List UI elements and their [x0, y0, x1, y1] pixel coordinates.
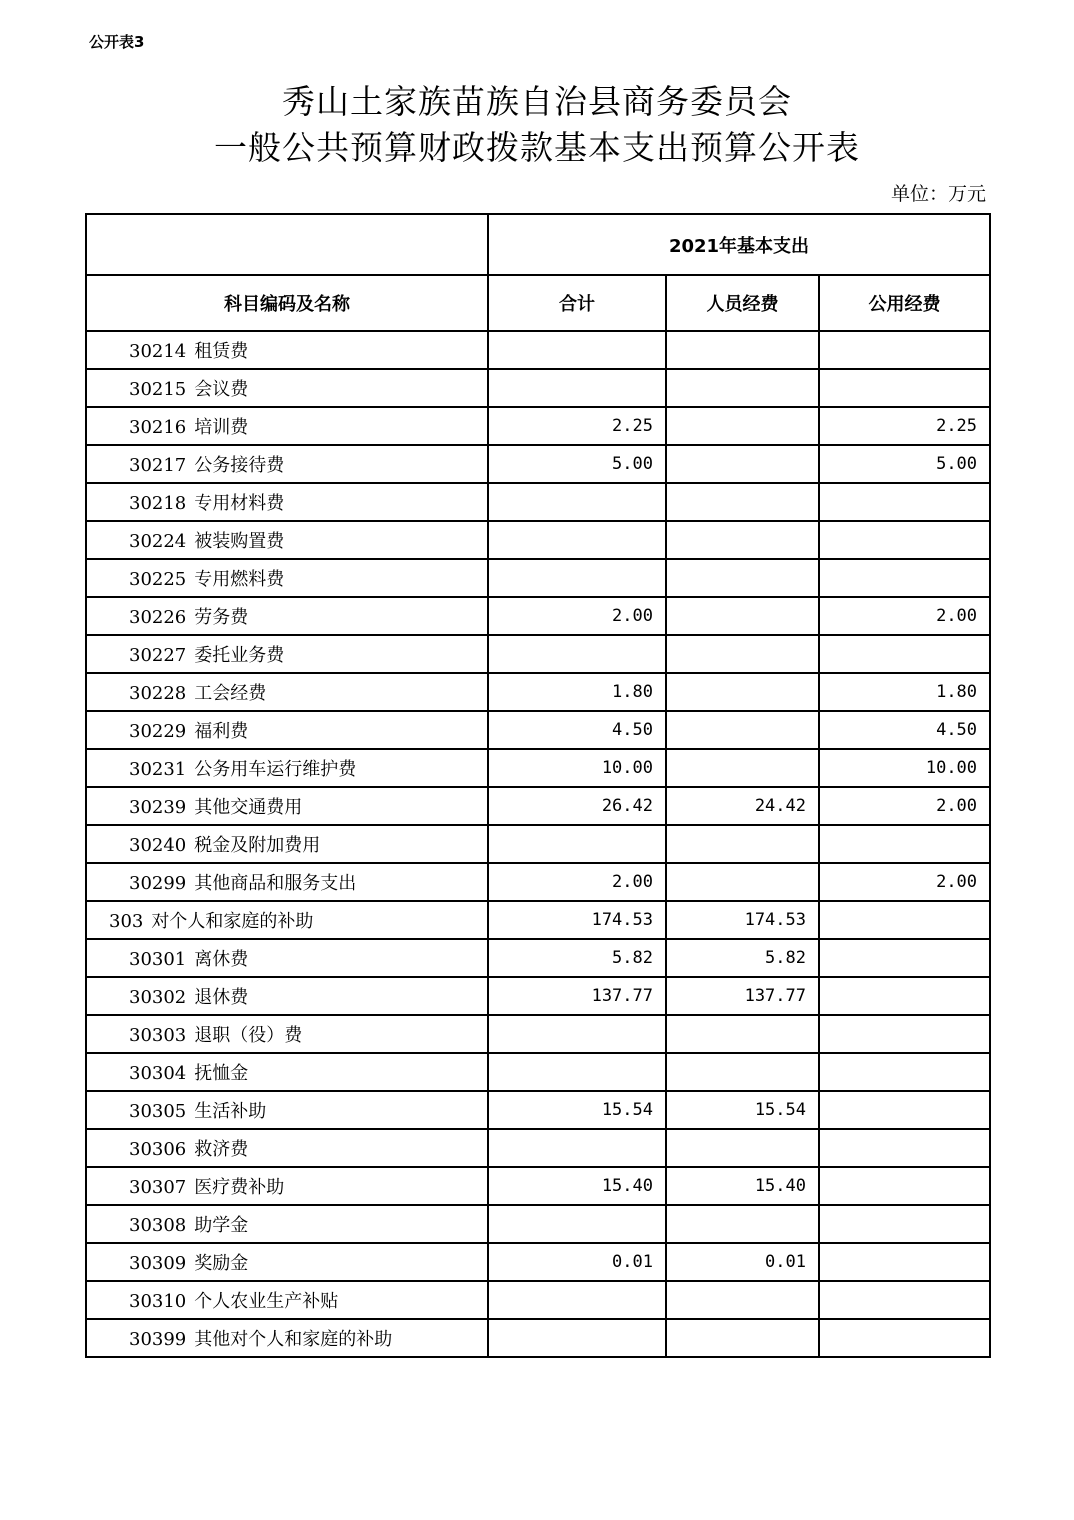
table-row: [86, 863, 990, 901]
row-public: 5.00: [819, 445, 990, 483]
row-total: 2.00: [488, 597, 666, 635]
row-name: 专用材料费: [194, 493, 285, 514]
row-subject: [86, 787, 488, 825]
row-personnel: 5.82: [666, 939, 819, 977]
table-row: [86, 559, 990, 597]
row-code: 30226: [129, 607, 187, 628]
row-subject: [86, 597, 488, 635]
row-code: 30231: [129, 759, 187, 780]
row-subject: [86, 369, 488, 407]
row-personnel: [666, 635, 819, 673]
row-personnel: [666, 1281, 819, 1319]
header-blank-cell: [86, 214, 488, 275]
row-total: 174.53: [488, 901, 666, 939]
row-name: 专用燃料费: [194, 569, 285, 590]
row-public: [819, 635, 990, 673]
row-name: 对个人和家庭的补助: [151, 911, 314, 932]
row-public: [819, 1053, 990, 1091]
row-public: 2.00: [819, 597, 990, 635]
row-name: 委托业务费: [194, 645, 285, 666]
row-personnel: [666, 1053, 819, 1091]
row-public: 10.00: [819, 749, 990, 787]
row-name: 工会经费: [194, 683, 267, 704]
row-name: 医疗费补助: [194, 1177, 285, 1198]
row-public: [819, 559, 990, 597]
budget-table: [85, 213, 991, 1358]
table-row: [86, 749, 990, 787]
group-header: 2021年基本支出: [488, 214, 990, 275]
row-total: 5.00: [488, 445, 666, 483]
table-row: [86, 1129, 990, 1167]
row-total: [488, 635, 666, 673]
row-code: 30310: [129, 1291, 187, 1312]
row-personnel: [666, 711, 819, 749]
row-code: 30216: [129, 417, 187, 438]
row-code: 30309: [129, 1253, 187, 1274]
row-name: 其他对个人和家庭的补助: [194, 1329, 393, 1350]
row-total: [488, 1205, 666, 1243]
row-subject: [86, 901, 488, 939]
row-name: 培训费: [194, 417, 249, 438]
row-name: 租赁费: [194, 341, 249, 362]
col-header-name: 科目编码及名称: [86, 275, 488, 331]
page-title-line1: 秀山土家族苗族自治县商务委员会: [282, 82, 792, 121]
table-row: [86, 1243, 990, 1281]
row-subject: [86, 1243, 488, 1281]
row-personnel: 24.42: [666, 787, 819, 825]
row-code: 30301: [129, 949, 187, 970]
table-row: [86, 331, 990, 369]
table-row: [86, 1167, 990, 1205]
row-public: [819, 901, 990, 939]
table-row: [86, 1015, 990, 1053]
row-name: 其他交通费用: [194, 797, 303, 818]
row-public: [819, 825, 990, 863]
row-name: 会议费: [194, 379, 249, 400]
table-row: [86, 939, 990, 977]
row-name: 福利费: [194, 721, 249, 742]
row-personnel: [666, 331, 819, 369]
row-public: [819, 1167, 990, 1205]
row-subject: [86, 635, 488, 673]
table-row: [86, 673, 990, 711]
row-total: 4.50: [488, 711, 666, 749]
row-subject: [86, 1091, 488, 1129]
row-personnel: [666, 673, 819, 711]
row-subject: [86, 331, 488, 369]
row-name: 退休费: [194, 987, 249, 1008]
row-public: [819, 939, 990, 977]
row-total: 0.01: [488, 1243, 666, 1281]
row-personnel: 174.53: [666, 901, 819, 939]
row-total: 10.00: [488, 749, 666, 787]
row-total: 137.77: [488, 977, 666, 1015]
table-row: [86, 711, 990, 749]
row-name: 税金及附加费用: [194, 835, 321, 856]
row-name: 个人农业生产补贴: [194, 1291, 339, 1312]
row-personnel: [666, 521, 819, 559]
unit-label: 单位：万元: [890, 183, 986, 205]
row-public: [819, 1243, 990, 1281]
row-personnel: [666, 597, 819, 635]
row-code: 30228: [129, 683, 187, 704]
row-name: 公务接待费: [194, 455, 285, 476]
table-row: [86, 635, 990, 673]
row-code: 30227: [129, 645, 187, 666]
row-personnel: 0.01: [666, 1243, 819, 1281]
row-name: 生活补助: [194, 1101, 267, 1122]
row-name: 离休费: [194, 949, 249, 970]
table-row: [86, 369, 990, 407]
row-total: [488, 521, 666, 559]
row-subject: [86, 863, 488, 901]
row-public: [819, 1281, 990, 1319]
row-subject: [86, 521, 488, 559]
row-personnel: [666, 369, 819, 407]
row-code: 30239: [129, 797, 187, 818]
row-code: 30215: [129, 379, 187, 400]
row-code: 30304: [129, 1063, 187, 1084]
row-subject: [86, 559, 488, 597]
row-subject: [86, 749, 488, 787]
row-code: 30299: [129, 873, 187, 894]
row-code: 30217: [129, 455, 187, 476]
row-total: [488, 825, 666, 863]
col-header-personnel: 人员经费: [666, 275, 819, 331]
table-row: [86, 1319, 990, 1357]
row-personnel: [666, 1129, 819, 1167]
row-subject: [86, 1205, 488, 1243]
row-personnel: [666, 825, 819, 863]
row-code: 30224: [129, 531, 187, 552]
row-code: 30305: [129, 1101, 187, 1122]
table-row: [86, 1205, 990, 1243]
row-code: 30303: [129, 1025, 187, 1046]
table-body: [86, 331, 990, 1357]
row-subject: [86, 407, 488, 445]
row-personnel: [666, 1205, 819, 1243]
row-public: [819, 521, 990, 559]
row-name: 奖励金: [194, 1253, 249, 1274]
row-total: [488, 483, 666, 521]
table-row: [86, 1091, 990, 1129]
row-code: 30229: [129, 721, 187, 742]
row-total: [488, 559, 666, 597]
corner-label: 公开表3: [89, 33, 145, 51]
row-public: [819, 331, 990, 369]
row-total: [488, 369, 666, 407]
row-personnel: 15.54: [666, 1091, 819, 1129]
row-name: 劳务费: [194, 607, 249, 628]
row-personnel: [666, 407, 819, 445]
table-row: [86, 977, 990, 1015]
row-subject: [86, 445, 488, 483]
row-personnel: [666, 749, 819, 787]
row-public: [819, 1129, 990, 1167]
row-total: [488, 1053, 666, 1091]
page-title-line2: 一般公共预算财政拨款基本支出预算公开表: [214, 128, 860, 167]
row-name: 助学金: [194, 1215, 249, 1236]
row-code: 30218: [129, 493, 187, 514]
row-personnel: [666, 1319, 819, 1357]
row-subject: [86, 939, 488, 977]
row-code: 30308: [129, 1215, 187, 1236]
row-code: 30225: [129, 569, 187, 590]
row-public: [819, 1091, 990, 1129]
table-row: [86, 1053, 990, 1091]
row-subject: [86, 1129, 488, 1167]
table-row: [86, 1281, 990, 1319]
row-personnel: 15.40: [666, 1167, 819, 1205]
row-total: [488, 1281, 666, 1319]
row-name: 其他商品和服务支出: [194, 873, 357, 894]
row-name: 被装购置费: [194, 531, 285, 552]
row-subject: [86, 977, 488, 1015]
table-row: [86, 407, 990, 445]
row-subject: [86, 711, 488, 749]
row-personnel: [666, 559, 819, 597]
row-public: 1.80: [819, 673, 990, 711]
row-personnel: [666, 863, 819, 901]
col-header-total: 合计: [488, 275, 666, 331]
row-public: [819, 977, 990, 1015]
row-code: 30302: [129, 987, 187, 1008]
row-public: 2.00: [819, 863, 990, 901]
row-total: [488, 1319, 666, 1357]
row-total: 15.54: [488, 1091, 666, 1129]
table-row: [86, 483, 990, 521]
row-name: 退职（役）费: [194, 1025, 303, 1046]
table-row: [86, 597, 990, 635]
row-code: 303: [109, 911, 144, 932]
row-name: 公务用车运行维护费: [194, 759, 357, 780]
row-personnel: 137.77: [666, 977, 819, 1015]
row-public: [819, 1319, 990, 1357]
row-subject: [86, 483, 488, 521]
row-personnel: [666, 445, 819, 483]
row-public: [819, 1015, 990, 1053]
row-subject: [86, 1015, 488, 1053]
row-subject: [86, 673, 488, 711]
table-row: [86, 901, 990, 939]
row-total: 2.00: [488, 863, 666, 901]
row-public: [819, 369, 990, 407]
row-name: 救济费: [194, 1139, 249, 1160]
row-total: 26.42: [488, 787, 666, 825]
row-name: 抚恤金: [194, 1063, 249, 1084]
row-code: 30307: [129, 1177, 187, 1198]
row-total: [488, 1015, 666, 1053]
row-code: 30214: [129, 341, 187, 362]
table-row: [86, 787, 990, 825]
row-subject: [86, 1319, 488, 1357]
table-row: [86, 521, 990, 559]
row-subject: [86, 1167, 488, 1205]
row-subject: [86, 1053, 488, 1091]
row-subject: [86, 1281, 488, 1319]
row-public: [819, 1205, 990, 1243]
row-personnel: [666, 1015, 819, 1053]
row-total: 15.40: [488, 1167, 666, 1205]
col-header-public: 公用经费: [819, 275, 990, 331]
row-total: [488, 331, 666, 369]
row-code: 30240: [129, 835, 187, 856]
row-public: [819, 483, 990, 521]
row-personnel: [666, 483, 819, 521]
row-code: 30306: [129, 1139, 187, 1160]
table-row: [86, 445, 990, 483]
table-row: [86, 825, 990, 863]
row-total: 2.25: [488, 407, 666, 445]
row-public: 4.50: [819, 711, 990, 749]
row-public: 2.25: [819, 407, 990, 445]
row-code: 30399: [129, 1329, 187, 1350]
row-subject: [86, 825, 488, 863]
row-public: 2.00: [819, 787, 990, 825]
row-total: 1.80: [488, 673, 666, 711]
row-total: 5.82: [488, 939, 666, 977]
row-total: [488, 1129, 666, 1167]
